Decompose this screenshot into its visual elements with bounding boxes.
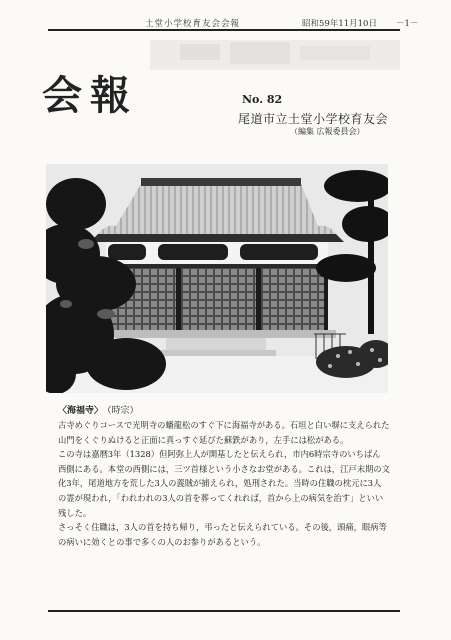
organization-name: 尾道市立土堂小学校育友会: [238, 112, 389, 126]
running-header: [0, 10, 451, 30]
header-date: 昭和59年11月10日: [302, 19, 377, 29]
issue-number: No. 82: [242, 93, 283, 106]
body-line: の霊が現われ，「われわれの3人の首を葬ってくれれば，首から上の病気を治す」といい: [58, 493, 384, 503]
caption-heading: 〈海福寺〉: [58, 406, 104, 416]
header-rule: [48, 29, 400, 31]
body-line: この寺は嘉暦3年（1328）但阿弥上人が開基したと伝えられ，市内6時宗寺のいちばん: [58, 449, 381, 460]
header-page-number: －1－: [396, 19, 419, 29]
caption-sect: （時宗）: [107, 406, 139, 416]
body-line: さっそく住職は，3人の首を持ち帰り，弔ったと伝えられている。その後，頭痛，眼病等: [58, 522, 387, 533]
editor-credit: （編集 広報委員会）: [290, 127, 365, 136]
temple-illustration: [46, 164, 388, 393]
header-school-name: 土堂小学校育友会会報: [145, 19, 241, 29]
body-line: 山門をくぐりぬけると正面に真っすぐ延びた蘇鉄があり，左手には松がある。: [58, 434, 349, 445]
body-line: 西側にある。本堂の西側には，三ツ首様という小さなお堂がある。これは，江戸末期の文: [58, 463, 390, 474]
footer-rule: [48, 610, 400, 612]
show-through-artifact: [150, 34, 400, 78]
photo-caption: [58, 403, 139, 416]
body-line: 化3年，尾道地方を荒した3人の義賊が捕えられ，処刑された。当時の住職の枕元に3人: [58, 478, 382, 489]
temple-photo: [46, 164, 388, 393]
body-line: の病いに効くとの事で多くの人のお参りがあるという。: [58, 536, 266, 547]
body-line: 残した。: [58, 507, 92, 518]
body-line: 古寺めぐりコースで光明寺の蟠龍松のすぐ下に海福寺がある。石垣と白い塀に支えられた: [58, 420, 390, 430]
masthead-title: 会報: [42, 73, 138, 119]
